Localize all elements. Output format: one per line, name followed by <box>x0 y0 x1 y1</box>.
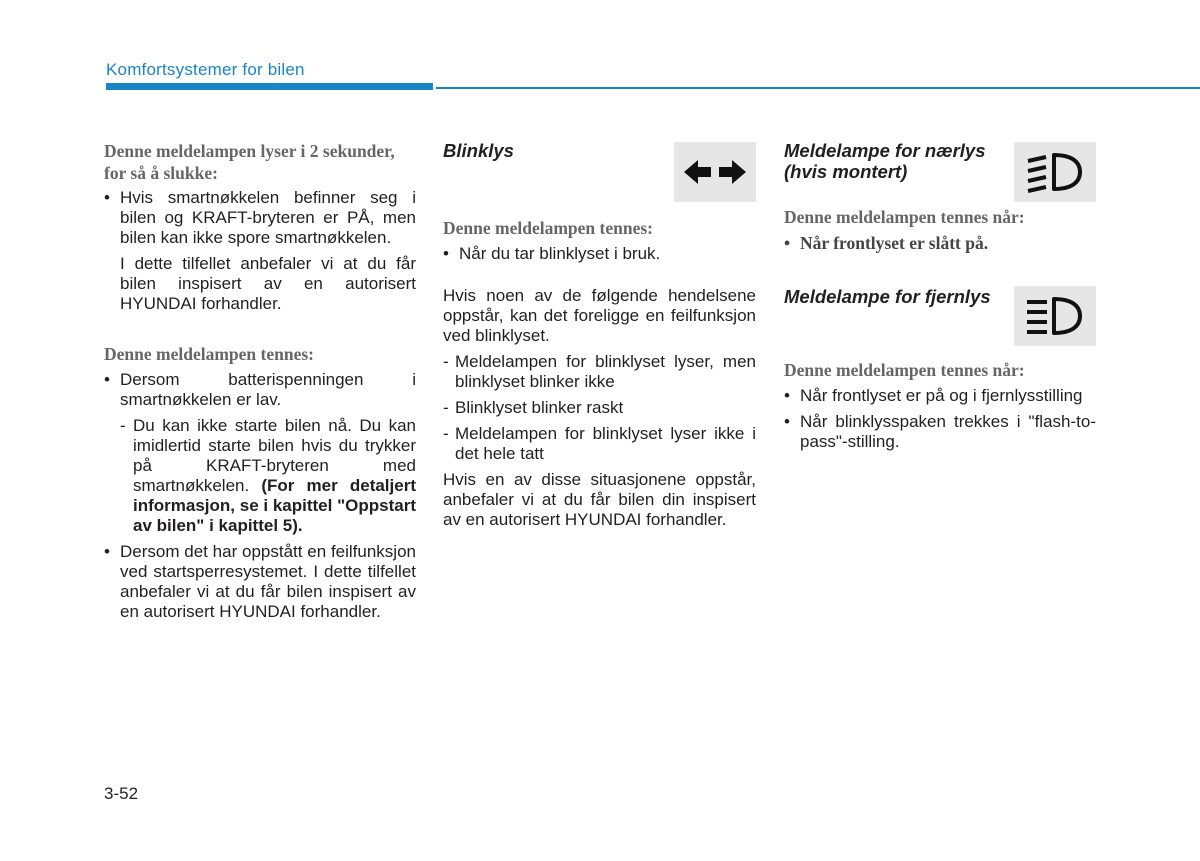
subheading: Denne meldelampen tennes når: <box>784 360 1025 380</box>
section-title-high-beam: Meldelampe for fjernlys <box>784 286 991 307</box>
bullet-item: • Når blinklysspaken trekkes i "flash-to-pass"-stilling. <box>784 412 1096 452</box>
column-left <box>104 140 416 622</box>
dash-item <box>120 416 416 536</box>
dash-item-text: Du kan ikke starte bilen nå. Du kan imidlertid starte bilen hvis du trykker på KRAFT-bryteren med smartnøkkelen. <box>133 416 416 495</box>
header-rule-thick <box>106 83 433 90</box>
dash-item-wrapper <box>104 416 416 536</box>
dash-item-bold-reference: (For mer detaljert informasjon, se i kapittel "Oppstart av bilen" i kapittel 5). <box>133 476 416 535</box>
section-title-low-beam: Meldelampe for nærlys (hvis montert) <box>784 140 986 182</box>
bullet-item: • Dersom det har oppstått en feilfunksjon ved startsperresystemet. I dette tilfellet anbefaler vi at du får bilen inspisert av en autorisert HYUNDAI forhandler. <box>104 542 416 622</box>
page-number: 3-52 <box>104 784 139 803</box>
low-beam-headlight-icon <box>1014 142 1096 202</box>
subheading: Denne meldelampen tennes: <box>104 344 314 364</box>
header-rule-thin <box>436 87 1200 89</box>
dash-item: - Meldelampen for blinklyset lyser ikke i det hele tatt <box>443 424 756 464</box>
bullet-item: • Når frontlyset er slått på. <box>784 233 1096 253</box>
dash-item: - Meldelampen for blinklyset lyser, men blinklyset blinker ikke <box>443 352 756 392</box>
bullet-item: • Hvis smartnøkkelen befinner seg i bilen og KRAFT-bryteren er PÅ, men bilen kan ikke spore smartnøkkelen. <box>104 188 416 248</box>
bullet-item: • Når frontlyset er på og i fjernlysstilling <box>784 386 1096 406</box>
subheading: Denne meldelampen lyser i 2 sekunder, for så å slukke: <box>104 141 395 183</box>
paragraph: Hvis en av disse situasjonene oppstår, anbefaler vi at du får bilen din inspisert av en autorisert HYUNDAI forhandler. <box>443 470 756 529</box>
high-beam-headlight-icon <box>1014 286 1096 346</box>
subheading: Denne meldelampen tennes: <box>443 218 653 238</box>
bullet-continuation: I dette tilfellet anbefaler vi at du får bilen inspisert av en autorisert HYUNDAI forhandler. <box>120 254 416 313</box>
turn-signal-arrows-icon <box>674 142 756 202</box>
dash-item: - Blinklyset blinker raskt <box>443 398 756 418</box>
bullet-item: • Når du tar blinklyset i bruk. <box>443 244 756 264</box>
bullet-item: • Dersom batterispenningen i smartnøkkelen er lav. <box>104 370 416 410</box>
paragraph: Hvis noen av de følgende hendelsene oppstår, kan det foreligge en feilfunksjon ved blinklyset. <box>443 286 756 345</box>
section-header-title: Komfortsystemer for bilen <box>106 60 305 79</box>
subheading: Denne meldelampen tennes når: <box>784 207 1025 227</box>
section-title-blinklys: Blinklys <box>443 140 514 161</box>
